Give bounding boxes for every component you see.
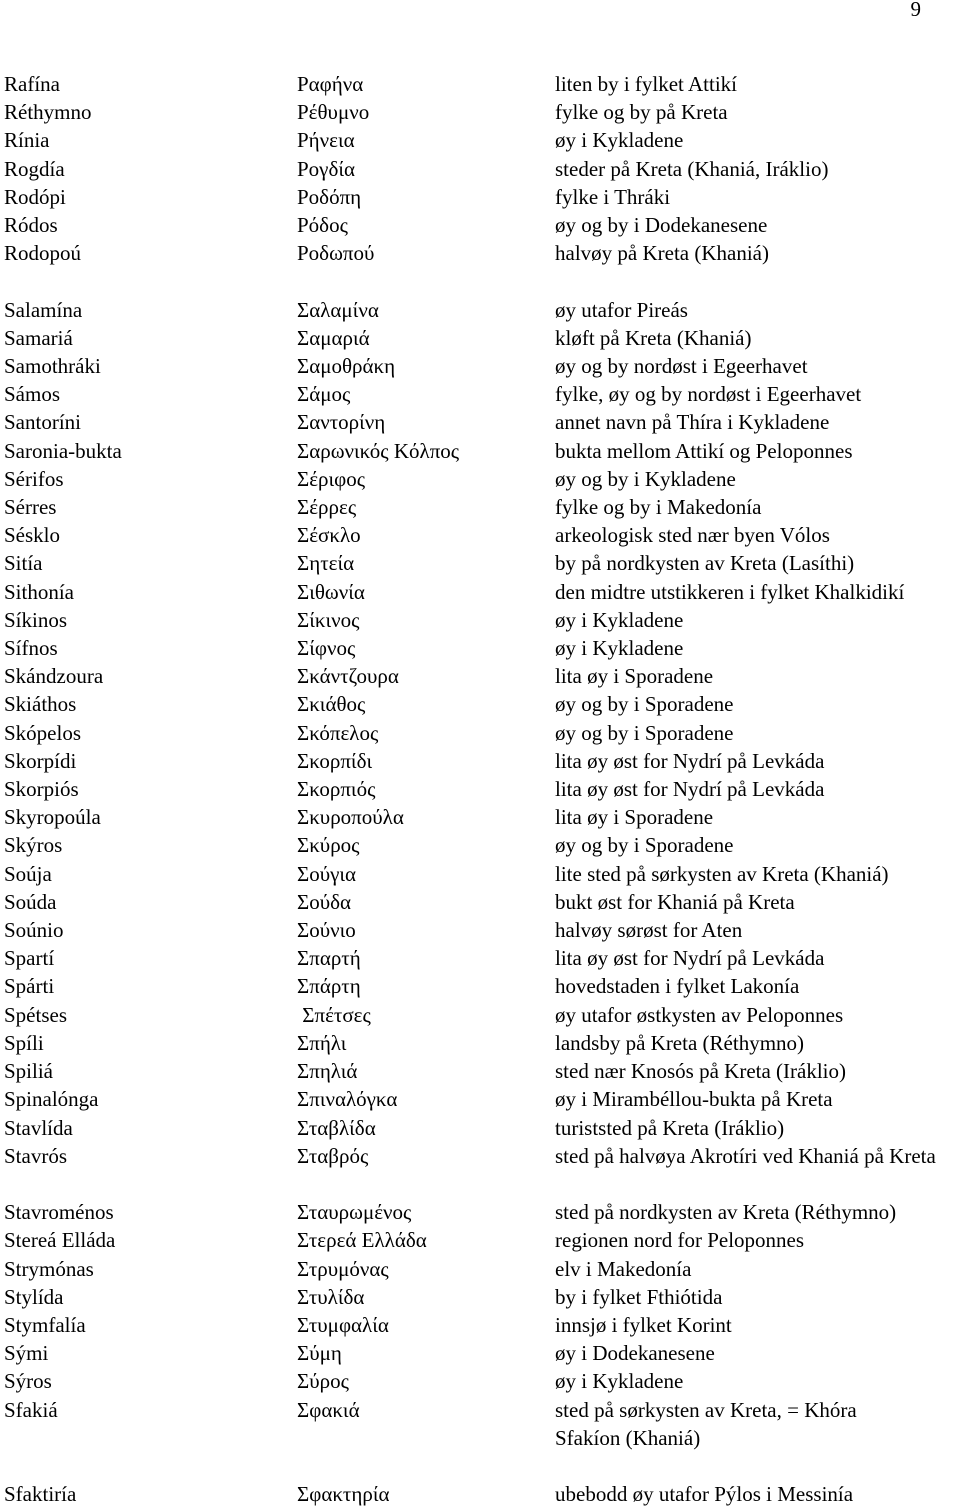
place-description: by på nordkysten av Kreta (Lasíthi) (555, 551, 855, 576)
greek-name: Σαρωνικός Κόλπος (297, 438, 460, 463)
place-description: øy og by i Sporadene (555, 833, 734, 858)
glossary-entry (0, 578, 960, 606)
glossary-entry (0, 634, 960, 662)
latin-name: Réthymno (4, 100, 92, 125)
greek-name: Ραφήνα (297, 72, 364, 96)
latin-name: Sésklo (4, 523, 61, 548)
greek-name: Σκύρος (297, 833, 360, 858)
glossary-table (0, 70, 960, 1508)
place-description: fylke og by på Kreta (555, 100, 728, 125)
glossary-entry (0, 690, 960, 718)
place-description: øy i Kykladene (555, 1369, 684, 1394)
greek-name: Σέρρες (297, 495, 357, 520)
place-description: liten by i fylket Attikí (555, 72, 737, 96)
place-description: landsby på Kreta (Réthymno) (555, 1030, 805, 1055)
place-description: steder på Kreta (Khaniá, Iráklio) (555, 156, 829, 181)
greek-name: Σαντορίνη (297, 410, 386, 435)
greek-name: Ροδόπη (297, 184, 362, 209)
latin-name: Skorpídi (4, 748, 77, 773)
place-description: halvøy på Kreta (Khaniá) (555, 241, 769, 266)
place-description: annet navn på Thíra i Kykladene (555, 410, 830, 435)
glossary-entry (0, 1029, 960, 1057)
glossary-entry (0, 1396, 960, 1452)
latin-name: Rogdía (4, 156, 65, 181)
glossary-entry (0, 549, 960, 577)
glossary-entry (0, 972, 960, 1000)
latin-name: Skyropoúla (4, 805, 101, 830)
greek-name: Σκυροπούλα (297, 805, 404, 830)
place-description: øy og by i Sporadene (555, 692, 734, 717)
latin-name: Spartí (4, 946, 55, 971)
latin-name: Skándzoura (4, 664, 104, 689)
latin-name: Stavrós (4, 1143, 67, 1168)
latin-name: Rínia (4, 128, 50, 153)
page-number: 9 (910, 0, 921, 21)
greek-name: Ρήνεια (297, 128, 355, 153)
glossary-entry (0, 493, 960, 521)
glossary-entry (0, 747, 960, 775)
latin-name: Salamína (4, 297, 83, 322)
blank-line (0, 267, 960, 295)
glossary-entry (0, 1198, 960, 1226)
latin-name: Rodópi (4, 184, 66, 209)
latin-name: Sými (4, 1341, 49, 1366)
latin-name: Sérifos (4, 466, 64, 491)
latin-name: Stymfalía (4, 1312, 86, 1337)
latin-name: Ródos (4, 213, 58, 238)
greek-name: Σαμαριά (297, 325, 370, 350)
latin-name: Skýros (4, 833, 63, 858)
greek-name: Ρόδος (297, 213, 348, 238)
glossary-entry (0, 1226, 960, 1254)
greek-name: Σταβλίδα (297, 1115, 376, 1140)
greek-name: Σπαρτή (297, 946, 361, 971)
latin-name: Sámos (4, 382, 61, 407)
latin-name: Spárti (4, 974, 55, 999)
greek-name: Ρογδία (297, 156, 356, 181)
glossary-entry (0, 408, 960, 436)
place-description: bukt øst for Khaniá på Kreta (555, 889, 795, 914)
latin-name: Skópelos (4, 720, 82, 745)
greek-name: Σταυρωμένος (297, 1200, 412, 1225)
place-description: hovedstaden i fylket Lakonía (555, 974, 800, 999)
latin-name: Stylída (4, 1284, 64, 1309)
latin-name: Soúnio (4, 918, 64, 943)
place-description: sted på nordkysten av Kreta (Réthymno) (555, 1200, 897, 1225)
place-description: sted nær Knosós på Kreta (Iráklio) (555, 1059, 847, 1084)
latin-name: Stavroménos (4, 1200, 114, 1225)
greek-name: Ροδωπού (297, 241, 375, 266)
glossary-entry (0, 944, 960, 972)
greek-name: Ρέθυμνο (297, 100, 370, 125)
greek-name: Σκάντζουρα (297, 664, 399, 689)
latin-name: Soúda (4, 889, 57, 914)
glossary-entry (0, 155, 960, 183)
latin-name: Saronia-bukta (4, 438, 122, 463)
greek-name: Σκόπελος (297, 720, 379, 745)
glossary-entry (0, 1001, 960, 1029)
latin-name: Strymónas (4, 1256, 94, 1281)
latin-name: Sérres (4, 495, 57, 520)
latin-name: Sífnos (4, 636, 58, 661)
glossary-entry (0, 1480, 960, 1508)
greek-name: Σέσκλο (297, 523, 361, 548)
latin-name: Samariá (4, 325, 73, 350)
glossary-entry (0, 239, 960, 267)
glossary-entry (0, 860, 960, 888)
latin-name: Soúja (4, 861, 52, 886)
greek-name: Σούγια (297, 861, 357, 886)
greek-name: Σούνιο (297, 918, 356, 943)
place-description: sted på halvøya Akrotíri ved Khaniá på Kreta (555, 1143, 936, 1168)
place-description: den midtre utstikkeren i fylket Khalkidikí (555, 579, 905, 604)
greek-name: Σαμοθράκη (297, 354, 396, 379)
glossary-entry (0, 831, 960, 859)
glossary-entry (0, 1367, 960, 1395)
place-description: øy og by i Kykladene (555, 466, 736, 491)
place-description: lite sted på sørkysten av Kreta (Khaniá) (555, 861, 889, 886)
greek-name: Σητεία (297, 551, 355, 576)
place-description: kløft på Kreta (Khaniá) (555, 325, 752, 350)
glossary-entry (0, 1057, 960, 1085)
greek-name: Σπέτσες (297, 1002, 371, 1027)
glossary-entry (0, 775, 960, 803)
place-description: øy og by i Dodekanesene (555, 213, 768, 238)
glossary-entry (0, 803, 960, 831)
place-description: turiststed på Kreta (Iráklio) (555, 1115, 785, 1140)
glossary-entry (0, 1085, 960, 1113)
latin-name: Spétses (4, 1002, 67, 1027)
glossary-entry (0, 916, 960, 944)
blank-line (0, 1452, 960, 1480)
greek-name: Σφακτηρία (297, 1482, 390, 1507)
latin-name: Rafína (4, 72, 60, 96)
greek-name: Σίφνος (297, 636, 356, 661)
latin-name: Sitía (4, 551, 43, 576)
glossary-entry (0, 380, 960, 408)
glossary-entry (0, 1142, 960, 1170)
glossary-entry (0, 662, 960, 690)
glossary-entry (0, 70, 960, 98)
latin-name: Spíli (4, 1030, 44, 1055)
place-description: halvøy sørøst for Aten (555, 918, 743, 943)
glossary-entry (0, 352, 960, 380)
place-description: by i fylket Fthiótida (555, 1284, 723, 1309)
greek-name: Σίκινος (297, 607, 360, 632)
glossary-entry (0, 1255, 960, 1283)
place-description: arkeologisk sted nær byen Vólos (555, 523, 830, 548)
place-description: regionen nord for Peloponnes (555, 1228, 805, 1253)
latin-name: Skorpiós (4, 777, 79, 802)
place-description: sted på sørkysten av Kreta, = Khóra Sfakíon (Khaniá) (555, 1397, 857, 1450)
place-description: fylke og by i Makedonía (555, 495, 762, 520)
place-description: lita øy øst for Nydrí på Levkáda (555, 748, 825, 773)
greek-name: Σπηλιά (297, 1059, 358, 1084)
greek-name: Σιθωνία (297, 579, 365, 604)
latin-name: Sfaktiría (4, 1482, 77, 1507)
place-description: øy og by nordøst i Egeerhavet (555, 354, 808, 379)
greek-name: Σκιάθος (297, 692, 366, 717)
latin-name: Sýros (4, 1369, 52, 1394)
place-description: lita øy i Sporadene (555, 805, 714, 830)
greek-name: Σέριφος (297, 466, 366, 491)
place-description: fylke, øy og by nordøst i Egeerhavet (555, 382, 862, 407)
latin-name: Santoríni (4, 410, 81, 435)
greek-name: Σκορπίδι (297, 748, 373, 773)
latin-name: Sfakiá (4, 1397, 58, 1422)
latin-name: Sithonía (4, 579, 75, 604)
place-description: elv i Makedonía (555, 1256, 692, 1281)
latin-name: Spinalónga (4, 1087, 99, 1112)
glossary-entry (0, 1311, 960, 1339)
place-description: lita øy øst for Nydrí på Levkáda (555, 777, 825, 802)
greek-name: Στρυμόνας (297, 1256, 389, 1281)
glossary-entry (0, 324, 960, 352)
greek-name: Στυμφαλία (297, 1312, 389, 1337)
latin-name: Samothráki (4, 354, 101, 379)
greek-name: Σύμη (297, 1341, 342, 1366)
greek-name: Σαλαμίνα (297, 297, 379, 322)
glossary-entry (0, 211, 960, 239)
place-description: ubebodd øy utafor Pýlos i Messinía (555, 1482, 854, 1507)
glossary-entry (0, 126, 960, 154)
latin-name: Stavlída (4, 1115, 73, 1140)
greek-name: Σάμος (297, 382, 351, 407)
glossary-entry (0, 719, 960, 747)
blank-line (0, 1170, 960, 1198)
glossary-entry (0, 183, 960, 211)
place-description: øy i Kykladene (555, 607, 684, 632)
place-description: øy i Dodekanesene (555, 1341, 715, 1366)
greek-name: Σύρος (297, 1369, 349, 1394)
greek-name: Σούδα (297, 889, 352, 914)
glossary-entry (0, 437, 960, 465)
place-description: øy utafor Pireás (555, 297, 688, 322)
place-description: øy i Kykladene (555, 128, 684, 153)
place-description: lita øy i Sporadene (555, 664, 714, 689)
greek-name: Σπήλι (297, 1030, 347, 1055)
place-description: øy i Mirambéllou-bukta på Kreta (555, 1087, 833, 1112)
greek-name: Σκορπιός (297, 777, 376, 802)
latin-name: Rodopoú (4, 241, 82, 266)
place-description: innsjø i fylket Korint (555, 1312, 732, 1337)
latin-name: Skiáthos (4, 692, 77, 717)
latin-name: Spiliá (4, 1059, 54, 1084)
glossary-entry (0, 465, 960, 493)
glossary-entry (0, 1339, 960, 1367)
glossary-entry (0, 296, 960, 324)
place-description: øy og by i Sporadene (555, 720, 734, 745)
greek-name: Σπάρτη (297, 974, 361, 999)
greek-name: Σφακιά (297, 1397, 360, 1422)
glossary-entry (0, 1283, 960, 1311)
greek-name: Στυλίδα (297, 1284, 365, 1309)
greek-name: Σταβρός (297, 1143, 369, 1168)
glossary-entry (0, 1114, 960, 1142)
glossary-entry (0, 888, 960, 916)
greek-name: Στερεά Ελλάδα (297, 1228, 427, 1253)
place-description: fylke i Thráki (555, 184, 671, 209)
place-description: bukta mellom Attikí og Peloponnes (555, 438, 853, 463)
glossary-entry (0, 98, 960, 126)
latin-name: Stereá Elláda (4, 1228, 116, 1253)
glossary-entry (0, 521, 960, 549)
greek-name: Σπιναλόγκα (297, 1087, 398, 1112)
glossary-entry (0, 606, 960, 634)
place-description: lita øy øst for Nydrí på Levkáda (555, 946, 825, 971)
latin-name: Síkinos (4, 607, 68, 632)
place-description: øy utafor østkysten av Peloponnes (555, 1002, 844, 1027)
place-description: øy i Kykladene (555, 636, 684, 661)
